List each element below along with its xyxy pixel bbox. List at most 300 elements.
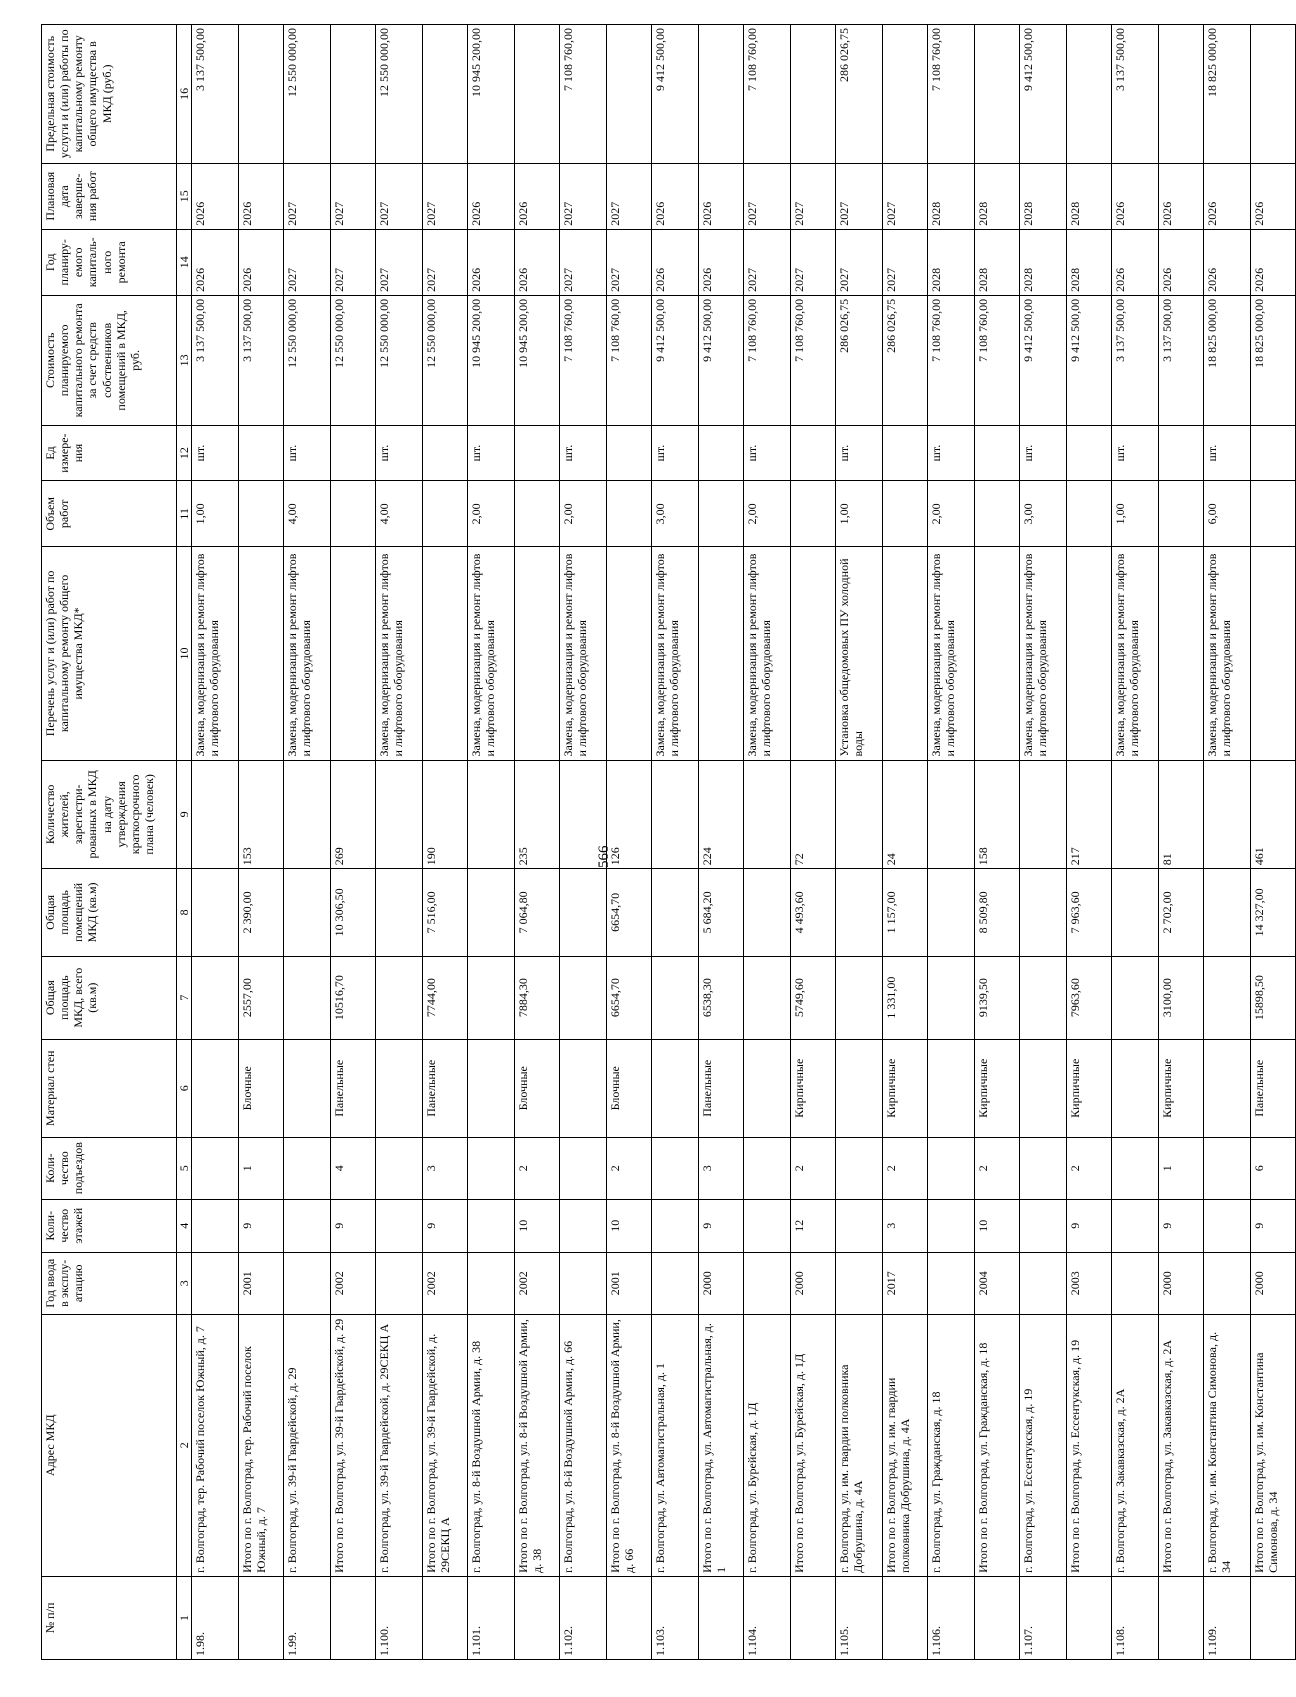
floors-cell — [744, 1199, 791, 1252]
work-cell: Замена, модернизация и ремонт лифтов и лифтового оборудования — [928, 547, 975, 760]
area-total-cell: 7884,30 — [515, 956, 560, 1039]
entrances-cell — [652, 1137, 699, 1199]
plan-year-cell: 2026 — [239, 229, 284, 295]
volume-cell — [607, 481, 652, 547]
residents-cell — [1020, 760, 1067, 869]
cost-cell: 9 412 500,00 — [1067, 295, 1112, 425]
address-cell: Итого по г. Волгоград, ул. Автомагистральная, д. 1 — [699, 1314, 744, 1576]
row-number — [699, 1576, 744, 1659]
end-year-cell: 2028 — [928, 163, 975, 229]
floors-cell — [468, 1199, 515, 1252]
volume-cell: 2,00 — [744, 481, 791, 547]
row-number: 1.107. — [1020, 1576, 1067, 1659]
col-number: 13 — [177, 295, 192, 425]
table-row — [1112, 25, 1159, 1660]
area-total-cell — [836, 956, 883, 1039]
year-cell — [1112, 1252, 1159, 1314]
residents-cell — [1204, 760, 1251, 869]
cost-cell: 18 825 000,00 — [1251, 295, 1296, 425]
area-rooms-cell — [560, 869, 607, 956]
end-year-cell: 2027 — [791, 163, 836, 229]
residents-cell: 217 — [1067, 760, 1112, 869]
plan-year-cell: 2027 — [376, 229, 423, 295]
table-subtotal-row — [791, 25, 836, 1660]
entrances-cell: 2 — [515, 1137, 560, 1199]
table-subtotal-row — [331, 25, 376, 1660]
address-cell: Итого по г. Волгоград, ул. Бурейская, д. 1Д — [791, 1314, 836, 1576]
residents-cell — [1112, 760, 1159, 869]
area-rooms-cell — [468, 869, 515, 956]
end-year-cell: 2026 — [652, 163, 699, 229]
work-cell: Замена, модернизация и ремонт лифтов и лифтового оборудования — [744, 547, 791, 760]
plan-year-cell: 2027 — [284, 229, 331, 295]
unit-cell — [883, 425, 928, 480]
year-cell — [744, 1252, 791, 1314]
address-cell: г. Волгоград, ул. Автомагистральная, д. 1 — [652, 1314, 699, 1576]
table-subtotal-row — [1159, 25, 1204, 1660]
volume-cell: 6,00 — [1204, 481, 1251, 547]
col-header-volume: Объем работ — [42, 481, 177, 547]
residents-cell — [836, 760, 883, 869]
area-total-cell — [652, 956, 699, 1039]
plan-year-cell: 2026 — [699, 229, 744, 295]
entrances-cell — [744, 1137, 791, 1199]
area-total-cell — [468, 956, 515, 1039]
end-year-cell: 2027 — [284, 163, 331, 229]
entrances-cell — [468, 1137, 515, 1199]
limit-cell — [331, 25, 376, 164]
area-rooms-cell: 10 306,50 — [331, 869, 376, 956]
entrances-cell — [284, 1137, 331, 1199]
entrances-cell — [1204, 1137, 1251, 1199]
year-cell — [284, 1252, 331, 1314]
address-cell: Итого по г. Волгоград, ул. Ессентукская, д. 19 — [1067, 1314, 1112, 1576]
residents-cell: 269 — [331, 760, 376, 869]
plan-year-cell: 2026 — [1159, 229, 1204, 295]
year-cell — [836, 1252, 883, 1314]
volume-cell: 1,00 — [192, 481, 239, 547]
area-total-cell: 7744,00 — [423, 956, 468, 1039]
area-rooms-cell — [652, 869, 699, 956]
plan-year-cell: 2026 — [1112, 229, 1159, 295]
work-cell — [975, 547, 1020, 760]
limit-cell: 9 412 500,00 — [1020, 25, 1067, 164]
table-subtotal-row — [883, 25, 928, 1660]
material-cell — [928, 1039, 975, 1137]
plan-year-cell: 2026 — [652, 229, 699, 295]
limit-cell: 3 137 500,00 — [1112, 25, 1159, 164]
volume-cell: 4,00 — [376, 481, 423, 547]
row-number — [239, 1576, 284, 1659]
entrances-cell — [928, 1137, 975, 1199]
cost-cell: 7 108 760,00 — [791, 295, 836, 425]
floors-cell — [376, 1199, 423, 1252]
unit-cell — [699, 425, 744, 480]
year-cell: 2001 — [607, 1252, 652, 1314]
row-number: 1.102. — [560, 1576, 607, 1659]
volume-cell — [239, 481, 284, 547]
header-row — [42, 25, 177, 1660]
row-number — [883, 1576, 928, 1659]
area-total-cell: 1 331,00 — [883, 956, 928, 1039]
material-cell: Панельные — [1251, 1039, 1296, 1137]
limit-cell — [1159, 25, 1204, 164]
col-header-limit: Предельная стоимость услуги и (или) работы по капитальному ремонту общего имущества в МКД (руб.) — [42, 25, 177, 164]
table-row — [192, 25, 239, 1660]
year-cell — [192, 1252, 239, 1314]
unit-cell — [791, 425, 836, 480]
unit-cell: шт. — [928, 425, 975, 480]
area-total-cell: 9139,50 — [975, 956, 1020, 1039]
work-cell: Замена, модернизация и ремонт лифтов и лифтового оборудования — [1204, 547, 1251, 760]
end-year-cell: 2026 — [192, 163, 239, 229]
cost-cell: 10 945 200,00 — [468, 295, 515, 425]
page-number: 566 — [596, 845, 612, 868]
plan-year-cell: 2028 — [1067, 229, 1112, 295]
unit-cell — [515, 425, 560, 480]
area-rooms-cell — [376, 869, 423, 956]
unit-cell: шт. — [376, 425, 423, 480]
work-cell: Замена, модернизация и ремонт лифтов и лифтового оборудования — [376, 547, 423, 760]
address-cell: Итого по г. Волгоград, ул. 39-й Гвардейской, д. 29СЕКЦ А — [423, 1314, 468, 1576]
volume-cell — [1251, 481, 1296, 547]
row-number: 1.109. — [1204, 1576, 1251, 1659]
residents-cell: 153 — [239, 760, 284, 869]
material-cell — [652, 1039, 699, 1137]
cost-cell: 286 026,75 — [836, 295, 883, 425]
area-rooms-cell: 1 157,00 — [883, 869, 928, 956]
end-year-cell: 2026 — [1251, 163, 1296, 229]
col-number: 9 — [177, 760, 192, 869]
year-cell: 2000 — [699, 1252, 744, 1314]
area-total-cell — [192, 956, 239, 1039]
area-rooms-cell — [928, 869, 975, 956]
table-row — [560, 25, 607, 1660]
end-year-cell: 2027 — [560, 163, 607, 229]
address-cell: г. Волгоград, ул. 39-й Гвардейской, д. 29СЕКЦ А — [376, 1314, 423, 1576]
entrances-cell: 3 — [699, 1137, 744, 1199]
end-year-cell: 2028 — [1067, 163, 1112, 229]
cost-cell: 9 412 500,00 — [699, 295, 744, 425]
entrances-cell: 3 — [423, 1137, 468, 1199]
year-cell: 2001 — [239, 1252, 284, 1314]
area-total-cell — [560, 956, 607, 1039]
col-number: 7 — [177, 956, 192, 1039]
work-cell — [515, 547, 560, 760]
col-header-entrances: Коли-чество подъездов — [42, 1137, 177, 1199]
year-cell — [560, 1252, 607, 1314]
col-number: 4 — [177, 1199, 192, 1252]
cost-cell: 3 137 500,00 — [239, 295, 284, 425]
residents-cell — [468, 760, 515, 869]
limit-cell — [607, 25, 652, 164]
area-rooms-cell: 4 493,60 — [791, 869, 836, 956]
work-cell — [1159, 547, 1204, 760]
year-cell: 2000 — [791, 1252, 836, 1314]
floors-cell: 9 — [1067, 1199, 1112, 1252]
limit-cell: 7 108 760,00 — [560, 25, 607, 164]
entrances-cell: 2 — [791, 1137, 836, 1199]
area-total-cell: 6538,30 — [699, 956, 744, 1039]
col-number: 3 — [177, 1252, 192, 1314]
limit-cell — [975, 25, 1020, 164]
year-cell: 2003 — [1067, 1252, 1112, 1314]
address-cell: Итого по г. Волгоград, тер. Рабочий поселок Южный, д. 7 — [239, 1314, 284, 1576]
rotated-sheet — [41, 24, 1281, 1660]
year-cell — [652, 1252, 699, 1314]
col-header-end-year: Плановая дата заверше-ния работ — [42, 163, 177, 229]
area-total-cell: 3100,00 — [1159, 956, 1204, 1039]
address-cell: Итого по г. Волгоград, ул. Закавказская, д. 2А — [1159, 1314, 1204, 1576]
volume-cell: 1,00 — [1112, 481, 1159, 547]
end-year-cell: 2027 — [607, 163, 652, 229]
work-cell: Замена, модернизация и ремонт лифтов и лифтового оборудования — [560, 547, 607, 760]
work-cell: Замена, модернизация и ремонт лифтов и лифтового оборудования — [652, 547, 699, 760]
cost-cell: 9 412 500,00 — [652, 295, 699, 425]
volume-cell — [791, 481, 836, 547]
col-number: 11 — [177, 481, 192, 547]
row-number: 1.99. — [284, 1576, 331, 1659]
year-cell — [468, 1252, 515, 1314]
volume-cell — [423, 481, 468, 547]
residents-cell — [652, 760, 699, 869]
material-cell: Блочные — [607, 1039, 652, 1137]
row-number: 1.101. — [468, 1576, 515, 1659]
entrances-cell — [1020, 1137, 1067, 1199]
address-cell: г. Волгоград, ул. им. гвардии полковника Добрушина, д. 4А — [836, 1314, 883, 1576]
unit-cell — [975, 425, 1020, 480]
year-cell — [928, 1252, 975, 1314]
floors-cell: 9 — [423, 1199, 468, 1252]
row-number: 1.108. — [1112, 1576, 1159, 1659]
limit-cell — [699, 25, 744, 164]
limit-cell: 7 108 760,00 — [928, 25, 975, 164]
limit-cell: 12 550 000,00 — [284, 25, 331, 164]
unit-cell — [423, 425, 468, 480]
material-cell: Кирпичные — [1159, 1039, 1204, 1137]
cost-cell: 7 108 760,00 — [975, 295, 1020, 425]
col-number: 6 — [177, 1039, 192, 1137]
material-cell: Блочные — [239, 1039, 284, 1137]
residents-cell: 126 — [607, 760, 652, 869]
col-number: 15 — [177, 163, 192, 229]
plan-year-cell: 2027 — [744, 229, 791, 295]
volume-cell: 1,00 — [836, 481, 883, 547]
limit-cell: 3 137 500,00 — [192, 25, 239, 164]
work-cell — [331, 547, 376, 760]
material-cell — [744, 1039, 791, 1137]
plan-year-cell: 2027 — [560, 229, 607, 295]
material-cell — [560, 1039, 607, 1137]
row-number — [1067, 1576, 1112, 1659]
entrances-cell: 1 — [1159, 1137, 1204, 1199]
col-header-residents: Количество жителей, зарегистри-рованных в МКД на дату утверждения краткосрочного плана (человек) — [42, 760, 177, 869]
floors-cell — [560, 1199, 607, 1252]
plan-year-cell: 2026 — [1204, 229, 1251, 295]
plan-year-cell: 2026 — [515, 229, 560, 295]
year-cell: 2002 — [331, 1252, 376, 1314]
plan-year-cell: 2028 — [928, 229, 975, 295]
row-number: 1.98. — [192, 1576, 239, 1659]
area-rooms-cell: 7 516,00 — [423, 869, 468, 956]
address-cell: г. Волгоград, ул. Бурейская, д. 1Д — [744, 1314, 791, 1576]
area-rooms-cell — [192, 869, 239, 956]
col-header-area-rooms: Общая площадь помещений МКД (кв.м) — [42, 869, 177, 956]
floors-cell: 9 — [239, 1199, 284, 1252]
row-number — [423, 1576, 468, 1659]
table-row — [1204, 25, 1251, 1660]
residents-cell — [928, 760, 975, 869]
column-number-row — [177, 25, 192, 1660]
material-cell: Кирпичные — [1067, 1039, 1112, 1137]
material-cell — [1020, 1039, 1067, 1137]
table-row — [468, 25, 515, 1660]
residents-cell — [192, 760, 239, 869]
table-row — [376, 25, 423, 1660]
plan-year-cell: 2027 — [791, 229, 836, 295]
work-cell — [239, 547, 284, 760]
year-cell: 2002 — [423, 1252, 468, 1314]
row-number — [1251, 1576, 1296, 1659]
end-year-cell: 2026 — [1204, 163, 1251, 229]
material-cell: Панельные — [699, 1039, 744, 1137]
end-year-cell: 2027 — [883, 163, 928, 229]
material-cell: Панельные — [331, 1039, 376, 1137]
plan-year-cell: 2027 — [883, 229, 928, 295]
limit-cell: 18 825 000,00 — [1204, 25, 1251, 164]
work-cell: Замена, модернизация и ремонт лифтов и лифтового оборудования — [468, 547, 515, 760]
material-cell: Кирпичные — [791, 1039, 836, 1137]
area-rooms-cell: 2 702,00 — [1159, 869, 1204, 956]
area-rooms-cell: 2 390,00 — [239, 869, 284, 956]
floors-cell — [928, 1199, 975, 1252]
limit-cell — [239, 25, 284, 164]
table-row — [652, 25, 699, 1660]
volume-cell — [515, 481, 560, 547]
end-year-cell: 2026 — [468, 163, 515, 229]
entrances-cell: 2 — [607, 1137, 652, 1199]
area-total-cell: 2557,00 — [239, 956, 284, 1039]
work-cell — [607, 547, 652, 760]
table-row — [284, 25, 331, 1660]
table-subtotal-row — [607, 25, 652, 1660]
cost-cell: 9 412 500,00 — [1020, 295, 1067, 425]
residents-cell — [284, 760, 331, 869]
work-cell — [699, 547, 744, 760]
material-cell — [376, 1039, 423, 1137]
table-subtotal-row — [975, 25, 1020, 1660]
cost-cell: 7 108 760,00 — [560, 295, 607, 425]
limit-cell — [515, 25, 560, 164]
end-year-cell: 2026 — [515, 163, 560, 229]
limit-cell — [423, 25, 468, 164]
area-rooms-cell: 8 509,80 — [975, 869, 1020, 956]
entrances-cell: 6 — [1251, 1137, 1296, 1199]
floors-cell: 12 — [791, 1199, 836, 1252]
unit-cell — [1159, 425, 1204, 480]
volume-cell: 3,00 — [652, 481, 699, 547]
area-rooms-cell — [284, 869, 331, 956]
table-body — [192, 25, 1296, 1660]
area-total-cell: 6654,70 — [607, 956, 652, 1039]
work-cell — [1251, 547, 1296, 760]
material-cell — [1112, 1039, 1159, 1137]
work-cell — [791, 547, 836, 760]
entrances-cell — [836, 1137, 883, 1199]
material-cell: Кирпичные — [975, 1039, 1020, 1137]
unit-cell: шт. — [744, 425, 791, 480]
col-header-floors: Коли-чество этажей — [42, 1199, 177, 1252]
cost-cell: 12 550 000,00 — [423, 295, 468, 425]
work-cell: Замена, модернизация и ремонт лифтов и лифтового оборудования — [284, 547, 331, 760]
limit-cell: 7 108 760,00 — [744, 25, 791, 164]
area-rooms-cell: 7 963,60 — [1067, 869, 1112, 956]
area-rooms-cell — [836, 869, 883, 956]
residents-cell: 81 — [1159, 760, 1204, 869]
floors-cell — [284, 1199, 331, 1252]
year-cell — [1204, 1252, 1251, 1314]
col-header-address: Адрес МКД — [42, 1314, 177, 1576]
unit-cell: шт. — [836, 425, 883, 480]
row-number — [515, 1576, 560, 1659]
col-number: 14 — [177, 229, 192, 295]
address-cell: г. Волгоград, тер. Рабочий поселок Южный, д. 7 — [192, 1314, 239, 1576]
col-header-work: Перечень услуг и (или) работ по капитальному ремонту общего имущества МКД* — [42, 547, 177, 760]
table-subtotal-row — [239, 25, 284, 1660]
row-number — [607, 1576, 652, 1659]
end-year-cell: 2028 — [975, 163, 1020, 229]
area-rooms-cell: 7 064,80 — [515, 869, 560, 956]
work-cell: Установка общедомовых ПУ холодной воды — [836, 547, 883, 760]
col-header-cost: Стоимость планируемого капитального ремонта за счет средств собственников помещений в МКД, руб. — [42, 295, 177, 425]
unit-cell: шт. — [560, 425, 607, 480]
area-rooms-cell — [1112, 869, 1159, 956]
area-total-cell — [928, 956, 975, 1039]
plan-year-cell: 2027 — [836, 229, 883, 295]
limit-cell: 10 945 200,00 — [468, 25, 515, 164]
material-cell — [192, 1039, 239, 1137]
year-cell — [376, 1252, 423, 1314]
col-number: 12 — [177, 425, 192, 480]
entrances-cell — [192, 1137, 239, 1199]
floors-cell: 9 — [331, 1199, 376, 1252]
volume-cell: 4,00 — [284, 481, 331, 547]
volume-cell: 2,00 — [560, 481, 607, 547]
floors-cell — [1020, 1199, 1067, 1252]
cost-cell: 7 108 760,00 — [607, 295, 652, 425]
work-cell — [883, 547, 928, 760]
table-subtotal-row — [423, 25, 468, 1660]
material-cell: Блочные — [515, 1039, 560, 1137]
work-cell — [423, 547, 468, 760]
capital-repair-table — [41, 24, 1296, 1660]
area-rooms-cell — [744, 869, 791, 956]
cost-cell: 3 137 500,00 — [192, 295, 239, 425]
floors-cell: 9 — [1159, 1199, 1204, 1252]
table-subtotal-row — [699, 25, 744, 1660]
limit-cell: 9 412 500,00 — [652, 25, 699, 164]
cost-cell: 3 137 500,00 — [1112, 295, 1159, 425]
area-total-cell — [284, 956, 331, 1039]
entrances-cell — [560, 1137, 607, 1199]
area-total-cell — [1020, 956, 1067, 1039]
plan-year-cell: 2026 — [468, 229, 515, 295]
end-year-cell: 2027 — [423, 163, 468, 229]
volume-cell — [1067, 481, 1112, 547]
row-number: 1.104. — [744, 1576, 791, 1659]
limit-cell: 286 026,75 — [836, 25, 883, 164]
end-year-cell: 2027 — [331, 163, 376, 229]
